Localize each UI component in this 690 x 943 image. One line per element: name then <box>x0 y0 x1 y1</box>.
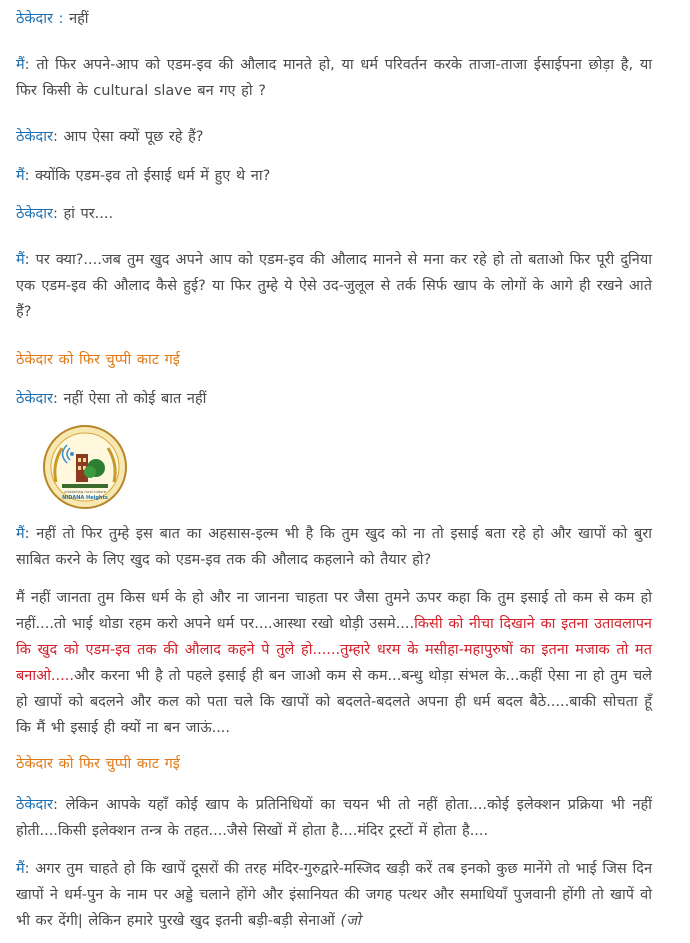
speaker-thekedar: ठेकेदार <box>16 11 53 27</box>
line-text: : नहीं ऐसा तो कोई बात नहीं <box>52 391 207 407</box>
line-text: और करना भी है तो पहले इसाई ही बन जाओ कम से कम...बन्धु थोड़ा संभल के...कहीं ऐसा ना हो तुम चले हो खापों को बदलने और कल को पता चले कि खापों को बदलते-बदलते अपना ही धर्म बदल बैठे.....बाकी सोचता हूँ कि मैं भी इसाई ही क्यों ना बन जाऊं.... <box>16 668 652 736</box>
dialogue-line-6 <box>16 247 652 325</box>
line-text: : हां पर.... <box>52 206 114 222</box>
dialogue-line-13 <box>16 856 652 934</box>
dialogue-line-9 <box>16 521 652 573</box>
dialogue-line-8 <box>16 386 652 412</box>
logo-subcaption: unleashing rural culture <box>64 490 106 494</box>
nidana-heights-logo <box>42 424 128 510</box>
dialogue-line-1 <box>16 6 652 32</box>
narration-silence-1: ठेकेदार को फिर चुप्पी काट गई <box>16 352 180 368</box>
speaker-thekedar: ठेकेदार <box>16 797 53 813</box>
speaker-thekedar: ठेकेदार <box>16 129 53 145</box>
dialogue-line-2 <box>16 52 652 104</box>
emphasis-text: किसी को नीचा दिखाने का इतना उतावलापन कि खुद को एडम-इव तक की औलाद कहने पे तुले हो......तुम्हारे धरम के मसीहा-महापुरुषों का इतना मजाक तो मत बनाओ..... <box>16 616 652 684</box>
dialogue-line-4 <box>16 163 652 189</box>
italic-text: (जो <box>340 913 361 929</box>
speaker-main: मैं <box>16 526 25 542</box>
speaker-thekedar: ठेकेदार <box>16 391 53 407</box>
line-text: : नहीं तो फिर तुम्हे इस बात का अहसास-इल्म भी है कि तुम खुद को ना तो इसाई बता रहे हो और खापों को बुरा साबित करने के लिए खुद को एडम-इव तक की औलाद कहलाने को तैयार हो? <box>16 526 652 568</box>
dialogue-line-3 <box>16 124 652 150</box>
narration-silence-2: ठेकेदार को फिर चुप्पी काट गई <box>16 756 180 772</box>
line-text: : पर क्या?....जब तुम खुद अपने आप को एडम-इव की औलाद मानने से मना कर रहे हो तो बताओ फिर पूरी दुनिया एक एडम-इव की औलाद कैसे हुई? या फिर तुम्हे ये ऐसे उद-जुलूल से तर्क सिर्फ खाप के लोगों के आगे ही रखने आते हैं? <box>16 252 652 320</box>
logo-caption: NIDANA Heights <box>62 495 108 501</box>
line-text: नहीं <box>69 11 89 27</box>
speaker-main: मैं <box>16 252 25 268</box>
line-text: : अगर तुम चाहते हो कि खापें दूसरों की तरह मंदिर-गुरुद्वारे-मस्जिद खड़ी करें तब इनको कुछ मानेंगे तो भाई जिस दिन खापों ने धर्म-पुन के नाम पर अड्डे चलाने होंगे और इंसानियत की जगह पत्थर और समाधियाँ पुजवानी होंगी तो खापें वो भी कर देंगी| लेकिन हमारे पुरखे खुद इतनी बड़ी-बड़ी सेनाओं <box>16 861 652 929</box>
line-text: : क्योंकि एडम-इव तो ईसाई धर्म में हुए थे ना? <box>24 168 271 184</box>
line-text: : तो फिर अपने-आप को एडम-इव की औलाद मानते हो, या धर्म परिवर्तन करके ताजा-ताजा ईसाईपना छोड़ा है, या फिर किसी के cultural slave बन गए हो ? <box>16 57 652 99</box>
speaker-main: मैं <box>16 168 25 184</box>
line-text: : लेकिन आपके यहाँ कोई खाप के प्रतिनिधियों का चयन भी तो नहीं होता....कोई इलेक्शन प्रक्रिया भी नहीं होती....किसी इलेक्शन तन्त्र के तहत....जैसे सिखों में होता है....मंदिर ट्रस्टों में होता है.... <box>16 797 652 839</box>
dialogue-line-10 <box>16 585 652 741</box>
dialogue-line-12 <box>16 792 652 844</box>
speaker-main: मैं <box>16 861 25 877</box>
speaker-separator: : <box>52 11 70 27</box>
speaker-main: मैं <box>16 57 25 73</box>
line-text: मैं नहीं जानता तुम किस धर्म के हो और ना जानना चाहता पर जैसा तुमने ऊपर कहा कि तुम इसाई तो कम से कम हो नहीं....तो भाई थोडा रहम करो अपने धर्म पर....आस्था रखो थोड़ी उसमे.... <box>16 590 652 632</box>
speaker-thekedar: ठेकेदार <box>16 206 53 222</box>
line-text: : आप ऐसा क्यों पूछ रहे हैं? <box>52 129 204 145</box>
dialogue-line-5 <box>16 201 652 227</box>
